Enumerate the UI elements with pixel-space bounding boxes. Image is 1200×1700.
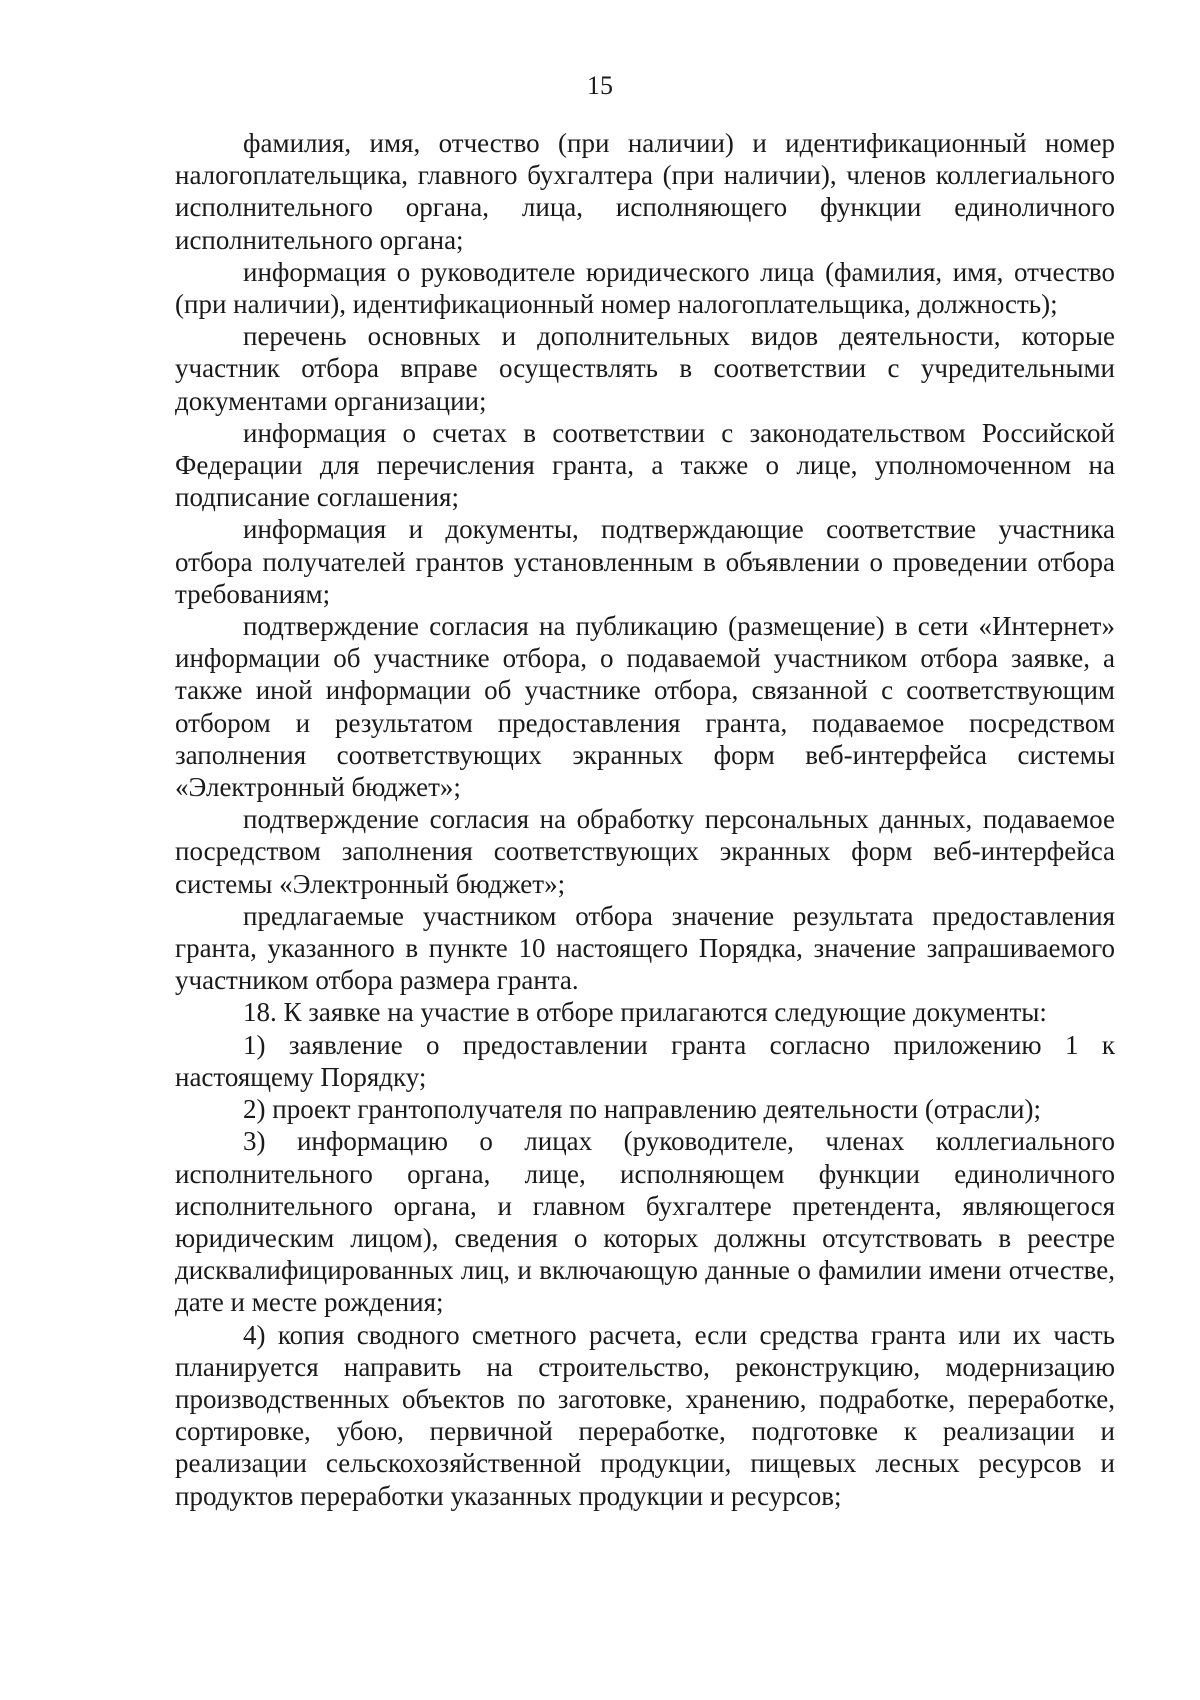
paragraph: подтверждение согласия на публикацию (размещение) в сети «Интернет» информации об участнике отбора, о подаваемой участником отбора заявке, а также иной информации об участнике отбора, связанной с соответствующим отбором и результатом предоставления гранта, подаваемое посредством заполнения соответствующих экранных форм веб-интерфейса системы «Электронный бюджет»; bbox=[175, 611, 1115, 803]
paragraph: 2) проект грантополучателя по направлению деятельности (отрасли); bbox=[243, 1094, 1041, 1125]
paragraph: информация о руководителе юридического лица (фамилия, имя, отчество (при наличии), идентификационный номер налогоплательщика, должность); bbox=[175, 256, 1115, 320]
paragraph: подтверждение согласия на обработку персональных данных, подаваемое посредством заполнения соответствующих экранных форм веб-интерфейса системы «Электронный бюджет»; bbox=[175, 804, 1115, 899]
document-body bbox=[175, 127, 1115, 1512]
paragraph: информация и документы, подтверждающие соответствие участника отбора получателей грантов установленным в объявлении о проведении отбора требованиям; bbox=[175, 514, 1115, 609]
paragraph: 18. К заявке на участие в отборе прилагаются следующие документы: bbox=[243, 997, 1047, 1028]
page-number: 15 bbox=[587, 71, 613, 100]
paragraph: 3) информацию о лицах (руководителе, членах коллегиального исполнительного органа, лице, исполняющем функции единоличного исполнительного органа, и главном бухгалтере претендента, являющегося юридическим лицом), сведения о которых должны отсутствовать в реестре дисквалифицированных лиц, и включающую данные о фамилии имени отчестве, дате и месте рождения; bbox=[175, 1126, 1115, 1318]
paragraph: перечень основных и дополнительных видов деятельности, которые участник отбора вправе осуществлять в соответствии с учредительными документами организации; bbox=[175, 321, 1115, 416]
paragraph: 1) заявление о предоставлении гранта согласно приложению 1 к настоящему Порядку; bbox=[175, 1029, 1115, 1092]
paragraph: предлагаемые участником отбора значение результата предоставления гранта, указанного в пункте 10 настоящего Порядка, значение запрашиваемого участником отбора размера гранта. bbox=[175, 900, 1115, 996]
paragraph: информация о счетах в соответствии с законодательством Российской Федерации для перечисления гранта, а также о лице, уполномоченном на подписание соглашения; bbox=[175, 417, 1115, 513]
paragraph: фамилия, имя, отчество (при наличии) и идентификационный номер налогоплательщика, главного бухгалтера (при наличии), членов коллегиального исполнительного органа, лица, исполняющего функции единоличного исполнительного органа; bbox=[175, 128, 1115, 255]
paragraph: 4) копия сводного сметного расчета, если средства гранта или их часть планируется направить на строительство, реконструкцию, модернизацию производственных объектов по заготовке, хранению, подработке, переработке, сортировке, убою, первичной переработке, подготовке к реализации и реализации сельскохозяйственной продукции, пищевых лесных ресурсов и продуктов переработки указанных продукции и ресурсов; bbox=[175, 1319, 1115, 1511]
